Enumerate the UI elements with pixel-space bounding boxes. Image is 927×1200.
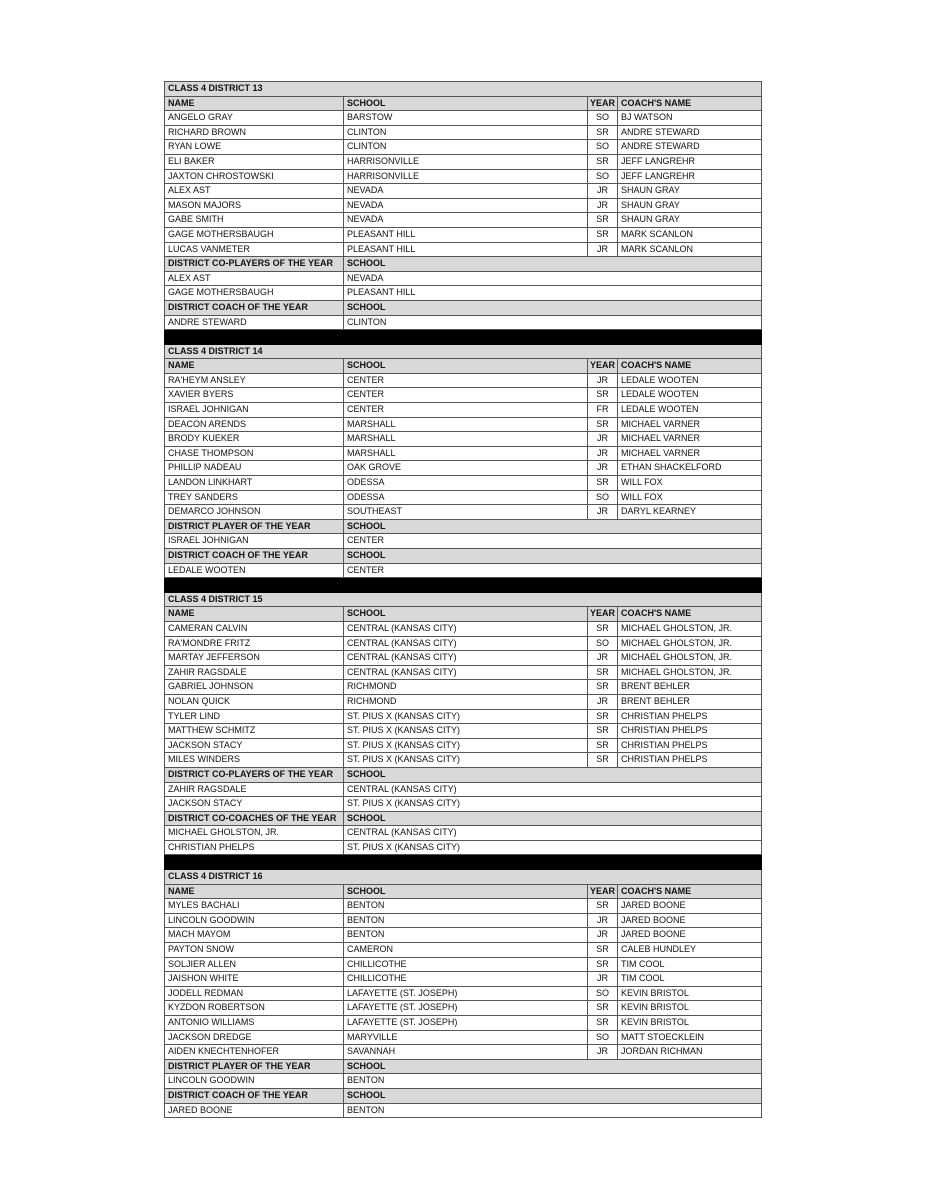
player-school: RICHMOND: [344, 680, 588, 694]
player-year: JR: [588, 184, 618, 198]
player-name: JAISHON WHITE: [165, 972, 344, 986]
header-school: SCHOOL: [344, 885, 588, 899]
award-entry-row: [164, 826, 762, 841]
award-winner-name: CHRISTIAN PHELPS: [165, 841, 344, 855]
player-school: MARYVILLE: [344, 1031, 588, 1045]
player-row: [164, 374, 762, 389]
player-row: [164, 170, 762, 185]
player-row: [164, 111, 762, 126]
player-year: SR: [588, 680, 618, 694]
player-year: JR: [588, 447, 618, 461]
player-row: [164, 461, 762, 476]
player-name: MACH MAYOM: [165, 928, 344, 942]
award-school-label: SCHOOL: [347, 301, 386, 312]
player-name: LUCAS VANMETER: [165, 243, 344, 257]
player-year: SO: [588, 1031, 618, 1045]
player-name: RICHARD BROWN: [165, 126, 344, 140]
player-school: BENTON: [344, 899, 588, 913]
award-school-label: SCHOOL: [347, 1060, 386, 1071]
player-coach: JEFF LANGREHR: [621, 155, 696, 166]
player-year: SR: [588, 958, 618, 972]
player-coach: JARED BOONE: [621, 900, 686, 911]
player-name: ELI BAKER: [165, 155, 344, 169]
award-label: DISTRICT COACH OF THE YEAR: [165, 549, 344, 563]
award-school-label: SCHOOL: [347, 812, 386, 823]
award-winner-school: CENTER: [347, 535, 385, 546]
player-school: MARSHALL: [344, 418, 588, 432]
player-name: PHILLIP NADEAU: [165, 461, 344, 475]
player-year: SR: [588, 622, 618, 636]
player-row: [164, 943, 762, 958]
player-row: [164, 899, 762, 914]
player-row: [164, 243, 762, 258]
header-coach: COACH'S NAME: [621, 360, 692, 371]
award-winner-school: CENTRAL (KANSAS CITY): [347, 827, 457, 838]
player-name: DEMARCO JOHNSON: [165, 505, 344, 519]
player-name: MARTAY JEFFERSON: [165, 651, 344, 665]
player-row: [164, 1031, 762, 1046]
player-school: LAFAYETTE (ST. JOSEPH): [344, 1001, 588, 1015]
player-row: [164, 140, 762, 155]
column-header-row: [164, 359, 762, 374]
player-school: RICHMOND: [344, 695, 588, 709]
header-coach: COACH'S NAME: [621, 608, 692, 619]
header-coach: COACH'S NAME: [621, 97, 692, 108]
player-coach: CALEB HUNDLEY: [621, 944, 697, 955]
award-winner-school: BENTON: [347, 1075, 385, 1086]
player-row: [164, 184, 762, 199]
player-row: [164, 155, 762, 170]
award-label: DISTRICT CO-PLAYERS OF THE YEAR: [165, 768, 344, 782]
award-winner-name: GAGE MOTHERSBAUGH: [165, 286, 344, 300]
award-entry-row: [164, 564, 762, 579]
award-header-row: [164, 549, 762, 564]
player-name: NOLAN QUICK: [165, 695, 344, 709]
player-year: SR: [588, 710, 618, 724]
award-school-label: SCHOOL: [347, 768, 386, 779]
award-winner-name: ZAHIR RAGSDALE: [165, 783, 344, 797]
player-coach: KEVIN BRISTOL: [621, 987, 689, 998]
player-year: SO: [588, 491, 618, 505]
column-header-row: [164, 885, 762, 900]
player-name: GABRIEL JOHNSON: [165, 680, 344, 694]
player-year: SR: [588, 1016, 618, 1030]
player-year: JR: [588, 461, 618, 475]
player-row: [164, 972, 762, 987]
player-year: JR: [588, 928, 618, 942]
award-winner-name: LEDALE WOOTEN: [165, 564, 344, 578]
player-name: XAVIER BYERS: [165, 388, 344, 402]
award-label: DISTRICT PLAYER OF THE YEAR: [165, 520, 344, 534]
player-year: JR: [588, 374, 618, 388]
player-coach: MICHAEL GHOLSTON, JR.: [621, 666, 733, 677]
player-year: SR: [588, 155, 618, 169]
player-coach: MICHAEL VARNER: [621, 447, 701, 458]
player-school: LAFAYETTE (ST. JOSEPH): [344, 1016, 588, 1030]
player-year: SR: [588, 418, 618, 432]
award-entry-row: [164, 272, 762, 287]
player-row: [164, 388, 762, 403]
player-school: BENTON: [344, 928, 588, 942]
player-row: [164, 403, 762, 418]
player-name: MILES WINDERS: [165, 753, 344, 767]
award-label: DISTRICT CO-COACHES OF THE YEAR: [165, 812, 344, 826]
player-name: ALEX AST: [165, 184, 344, 198]
district-title: CLASS 4 DISTRICT 13: [168, 83, 263, 93]
district-title-row: [164, 81, 762, 97]
player-year: JR: [588, 432, 618, 446]
header-year: YEAR: [588, 607, 618, 621]
player-coach: JARED BOONE: [621, 914, 686, 925]
player-school: CENTRAL (KANSAS CITY): [344, 666, 588, 680]
award-entry-row: [164, 841, 762, 856]
player-school: PLEASANT HILL: [344, 243, 588, 257]
player-row: [164, 1001, 762, 1016]
award-winner-name: JARED BOONE: [165, 1104, 344, 1118]
player-school: CENTRAL (KANSAS CITY): [344, 651, 588, 665]
player-row: [164, 753, 762, 768]
player-school: MARSHALL: [344, 432, 588, 446]
player-coach: LEDALE WOOTEN: [621, 374, 699, 385]
player-year: SR: [588, 666, 618, 680]
section-separator: [164, 578, 762, 593]
award-winner-school: CENTER: [347, 564, 385, 575]
player-coach: JORDAN RICHMAN: [621, 1046, 703, 1057]
player-coach: TIM COOL: [621, 958, 665, 969]
header-name: NAME: [165, 607, 344, 621]
award-header-row: [164, 768, 762, 783]
player-year: JR: [588, 695, 618, 709]
player-coach: MICHAEL GHOLSTON, JR.: [621, 622, 733, 633]
award-entry-row: [164, 534, 762, 549]
player-year: FR: [588, 403, 618, 417]
player-school: BARSTOW: [344, 111, 588, 125]
player-school: CENTRAL (KANSAS CITY): [344, 622, 588, 636]
player-row: [164, 710, 762, 725]
player-coach: KEVIN BRISTOL: [621, 1002, 689, 1013]
award-label: DISTRICT COACH OF THE YEAR: [165, 1089, 344, 1103]
player-name: RYAN LOWE: [165, 140, 344, 154]
player-coach: MICHAEL GHOLSTON, JR.: [621, 637, 733, 648]
award-header-row: [164, 301, 762, 316]
award-winner-school: PLEASANT HILL: [347, 287, 416, 298]
player-coach: JARED BOONE: [621, 929, 686, 940]
player-school: ST. PIUS X (KANSAS CITY): [344, 724, 588, 738]
award-winner-school: CLINTON: [347, 316, 387, 327]
player-row: [164, 491, 762, 506]
player-row: [164, 476, 762, 491]
player-name: RA'HEYM ANSLEY: [165, 374, 344, 388]
player-coach: MICHAEL VARNER: [621, 433, 701, 444]
award-winner-school: NEVADA: [347, 272, 384, 283]
player-school: ODESSA: [344, 491, 588, 505]
player-coach: DARYL KEARNEY: [621, 506, 697, 517]
award-school-label: SCHOOL: [347, 520, 386, 531]
player-name: TYLER LIND: [165, 710, 344, 724]
player-coach: LEDALE WOOTEN: [621, 389, 699, 400]
player-year: SO: [588, 140, 618, 154]
award-label: DISTRICT CO-PLAYERS OF THE YEAR: [165, 257, 344, 271]
player-name: AIDEN KNECHTENHOFER: [165, 1045, 344, 1059]
player-name: ZAHIR RAGSDALE: [165, 666, 344, 680]
award-school-label: SCHOOL: [347, 1089, 386, 1100]
player-year: SR: [588, 724, 618, 738]
player-year: SO: [588, 637, 618, 651]
award-header-row: [164, 1089, 762, 1104]
player-school: MARSHALL: [344, 447, 588, 461]
player-coach: WILL FOX: [621, 491, 663, 502]
player-school: OAK GROVE: [344, 461, 588, 475]
player-coach: BRENT BEHLER: [621, 695, 690, 706]
player-school: CLINTON: [344, 126, 588, 140]
player-name: LINCOLN GOODWIN: [165, 914, 344, 928]
player-coach: MARK SCANLON: [621, 243, 694, 254]
player-year: JR: [588, 651, 618, 665]
player-school: SOUTHEAST: [344, 505, 588, 519]
player-school: ODESSA: [344, 476, 588, 490]
player-coach: CHRISTIAN PHELPS: [621, 739, 708, 750]
player-name: JODELL REDMAN: [165, 987, 344, 1001]
award-entry-row: [164, 797, 762, 812]
player-name: RA'MONDRE FRITZ: [165, 637, 344, 651]
player-year: SR: [588, 943, 618, 957]
player-school: BENTON: [344, 914, 588, 928]
player-row: [164, 928, 762, 943]
player-school: CENTER: [344, 374, 588, 388]
award-winner-name: ISRAEL JOHNIGAN: [165, 534, 344, 548]
player-coach: SHAUN GRAY: [621, 185, 680, 196]
player-row: [164, 958, 762, 973]
player-year: SR: [588, 228, 618, 242]
player-coach: JEFF LANGREHR: [621, 170, 696, 181]
header-year: YEAR: [588, 359, 618, 373]
district-title-row: [164, 870, 762, 885]
award-winner-name: MICHAEL GHOLSTON, JR.: [165, 826, 344, 840]
player-row: [164, 987, 762, 1002]
player-school: CENTRAL (KANSAS CITY): [344, 637, 588, 651]
player-year: SR: [588, 126, 618, 140]
award-winner-name: JACKSON STACY: [165, 797, 344, 811]
player-name: TREY SANDERS: [165, 491, 344, 505]
player-year: SR: [588, 1001, 618, 1015]
award-winner-school: BENTON: [347, 1104, 385, 1115]
player-year: SR: [588, 753, 618, 767]
player-row: [164, 637, 762, 652]
header-school: SCHOOL: [344, 607, 588, 621]
player-name: JACKSON DREDGE: [165, 1031, 344, 1045]
player-school: PLEASANT HILL: [344, 228, 588, 242]
player-year: SO: [588, 170, 618, 184]
player-row: [164, 724, 762, 739]
player-coach: SHAUN GRAY: [621, 199, 680, 210]
player-school: ST. PIUS X (KANSAS CITY): [344, 739, 588, 753]
player-school: NEVADA: [344, 199, 588, 213]
player-coach: MICHAEL GHOLSTON, JR.: [621, 652, 733, 663]
player-row: [164, 126, 762, 141]
player-name: DEACON ARENDS: [165, 418, 344, 432]
player-name: ANTONIO WILLIAMS: [165, 1016, 344, 1030]
award-winner-name: LINCOLN GOODWIN: [165, 1074, 344, 1088]
player-name: PAYTON SNOW: [165, 943, 344, 957]
section-separator: [164, 330, 762, 345]
player-name: SOLJIER ALLEN: [165, 958, 344, 972]
player-row: [164, 1045, 762, 1060]
player-coach: ETHAN SHACKELFORD: [621, 462, 722, 473]
player-row: [164, 213, 762, 228]
player-year: JR: [588, 1045, 618, 1059]
player-school: HARRISONVILLE: [344, 170, 588, 184]
player-year: SR: [588, 899, 618, 913]
header-year: YEAR: [588, 97, 618, 111]
district-title: CLASS 4 DISTRICT 14: [168, 345, 263, 356]
award-winner-school: CENTRAL (KANSAS CITY): [347, 783, 457, 794]
player-name: LANDON LINKHART: [165, 476, 344, 490]
player-coach: ANDRE STEWARD: [621, 126, 700, 137]
district-title-row: [164, 345, 762, 360]
column-header-row: [164, 97, 762, 112]
player-coach: BRENT BEHLER: [621, 681, 690, 692]
award-header-row: [164, 812, 762, 827]
player-row: [164, 199, 762, 214]
player-row: [164, 228, 762, 243]
player-row: [164, 432, 762, 447]
header-year: YEAR: [588, 885, 618, 899]
player-row: [164, 418, 762, 433]
player-name: GAGE MOTHERSBAUGH: [165, 228, 344, 242]
player-row: [164, 505, 762, 520]
player-coach: TIM COOL: [621, 973, 665, 984]
player-year: JR: [588, 914, 618, 928]
award-winner-school: ST. PIUS X (KANSAS CITY): [347, 798, 461, 809]
award-entry-row: [164, 783, 762, 798]
player-year: JR: [588, 505, 618, 519]
player-school: SAVANNAH: [344, 1045, 588, 1059]
player-row: [164, 447, 762, 462]
player-name: GABE SMITH: [165, 213, 344, 227]
player-name: ISRAEL JOHNIGAN: [165, 403, 344, 417]
player-year: JR: [588, 243, 618, 257]
player-name: KYZDON ROBERTSON: [165, 1001, 344, 1015]
player-row: [164, 680, 762, 695]
player-coach: SHAUN GRAY: [621, 214, 680, 225]
award-entry-row: [164, 286, 762, 301]
player-school: CENTER: [344, 388, 588, 402]
player-school: CENTER: [344, 403, 588, 417]
award-school-label: SCHOOL: [347, 258, 386, 269]
award-header-row: [164, 520, 762, 535]
player-coach: WILL FOX: [621, 477, 663, 488]
player-year: SO: [588, 987, 618, 1001]
all-district-table: [164, 81, 762, 1118]
player-coach: MARK SCANLON: [621, 228, 694, 239]
player-year: SR: [588, 476, 618, 490]
player-year: SR: [588, 739, 618, 753]
player-coach: CHRISTIAN PHELPS: [621, 754, 708, 765]
player-coach: BJ WATSON: [621, 112, 673, 123]
player-row: [164, 651, 762, 666]
header-school: SCHOOL: [344, 97, 588, 111]
header-name: NAME: [165, 359, 344, 373]
award-winner-name: ALEX AST: [165, 272, 344, 286]
player-row: [164, 739, 762, 754]
player-year: SO: [588, 111, 618, 125]
player-name: CHASE THOMPSON: [165, 447, 344, 461]
player-row: [164, 914, 762, 929]
award-header-row: [164, 257, 762, 272]
player-name: JACKSON STACY: [165, 739, 344, 753]
player-school: ST. PIUS X (KANSAS CITY): [344, 710, 588, 724]
district-title: CLASS 4 DISTRICT 16: [168, 871, 263, 882]
player-name: JAXTON CHROSTOWSKI: [165, 170, 344, 184]
award-school-label: SCHOOL: [347, 550, 386, 560]
award-winner-name: ANDRE STEWARD: [165, 316, 344, 330]
player-school: NEVADA: [344, 184, 588, 198]
player-coach: CHRISTIAN PHELPS: [621, 725, 708, 736]
player-name: BRODY KUEKER: [165, 432, 344, 446]
player-school: NEVADA: [344, 213, 588, 227]
player-coach: LEDALE WOOTEN: [621, 404, 699, 415]
player-row: [164, 622, 762, 637]
player-coach: CHRISTIAN PHELPS: [621, 710, 708, 721]
player-year: JR: [588, 972, 618, 986]
player-name: MYLES BACHALI: [165, 899, 344, 913]
player-row: [164, 695, 762, 710]
player-row: [164, 1016, 762, 1031]
player-school: LAFAYETTE (ST. JOSEPH): [344, 987, 588, 1001]
player-school: HARRISONVILLE: [344, 155, 588, 169]
player-school: ST. PIUS X (KANSAS CITY): [344, 753, 588, 767]
player-name: ANGELO GRAY: [165, 111, 344, 125]
player-name: CAMERAN CALVIN: [165, 622, 344, 636]
player-school: CLINTON: [344, 140, 588, 154]
column-header-row: [164, 607, 762, 622]
award-label: DISTRICT PLAYER OF THE YEAR: [165, 1060, 344, 1074]
award-winner-school: ST. PIUS X (KANSAS CITY): [347, 841, 461, 852]
player-coach: ANDRE STEWARD: [621, 141, 700, 152]
header-coach: COACH'S NAME: [621, 885, 692, 896]
district-title: CLASS 4 DISTRICT 15: [168, 593, 263, 604]
award-entry-row: [164, 1104, 762, 1119]
player-coach: MICHAEL VARNER: [621, 418, 701, 429]
district-title-row: [164, 593, 762, 608]
player-row: [164, 666, 762, 681]
header-school: SCHOOL: [344, 359, 588, 373]
player-year: SR: [588, 213, 618, 227]
award-entry-row: [164, 316, 762, 331]
section-separator: [164, 855, 762, 870]
header-name: NAME: [165, 885, 344, 899]
award-entry-row: [164, 1074, 762, 1089]
player-coach: MATT STOECKLEIN: [621, 1031, 705, 1042]
player-name: MATTHEW SCHMITZ: [165, 724, 344, 738]
player-school: CAMERON: [344, 943, 588, 957]
award-label: DISTRICT COACH OF THE YEAR: [165, 301, 344, 315]
player-school: CHILLICOTHE: [344, 972, 588, 986]
player-coach: KEVIN BRISTOL: [621, 1017, 689, 1027]
player-name: MASON MAJORS: [165, 199, 344, 213]
header-name: NAME: [165, 97, 344, 111]
player-year: SR: [588, 388, 618, 402]
player-year: JR: [588, 199, 618, 213]
player-school: CHILLICOTHE: [344, 958, 588, 972]
award-header-row: [164, 1060, 762, 1075]
